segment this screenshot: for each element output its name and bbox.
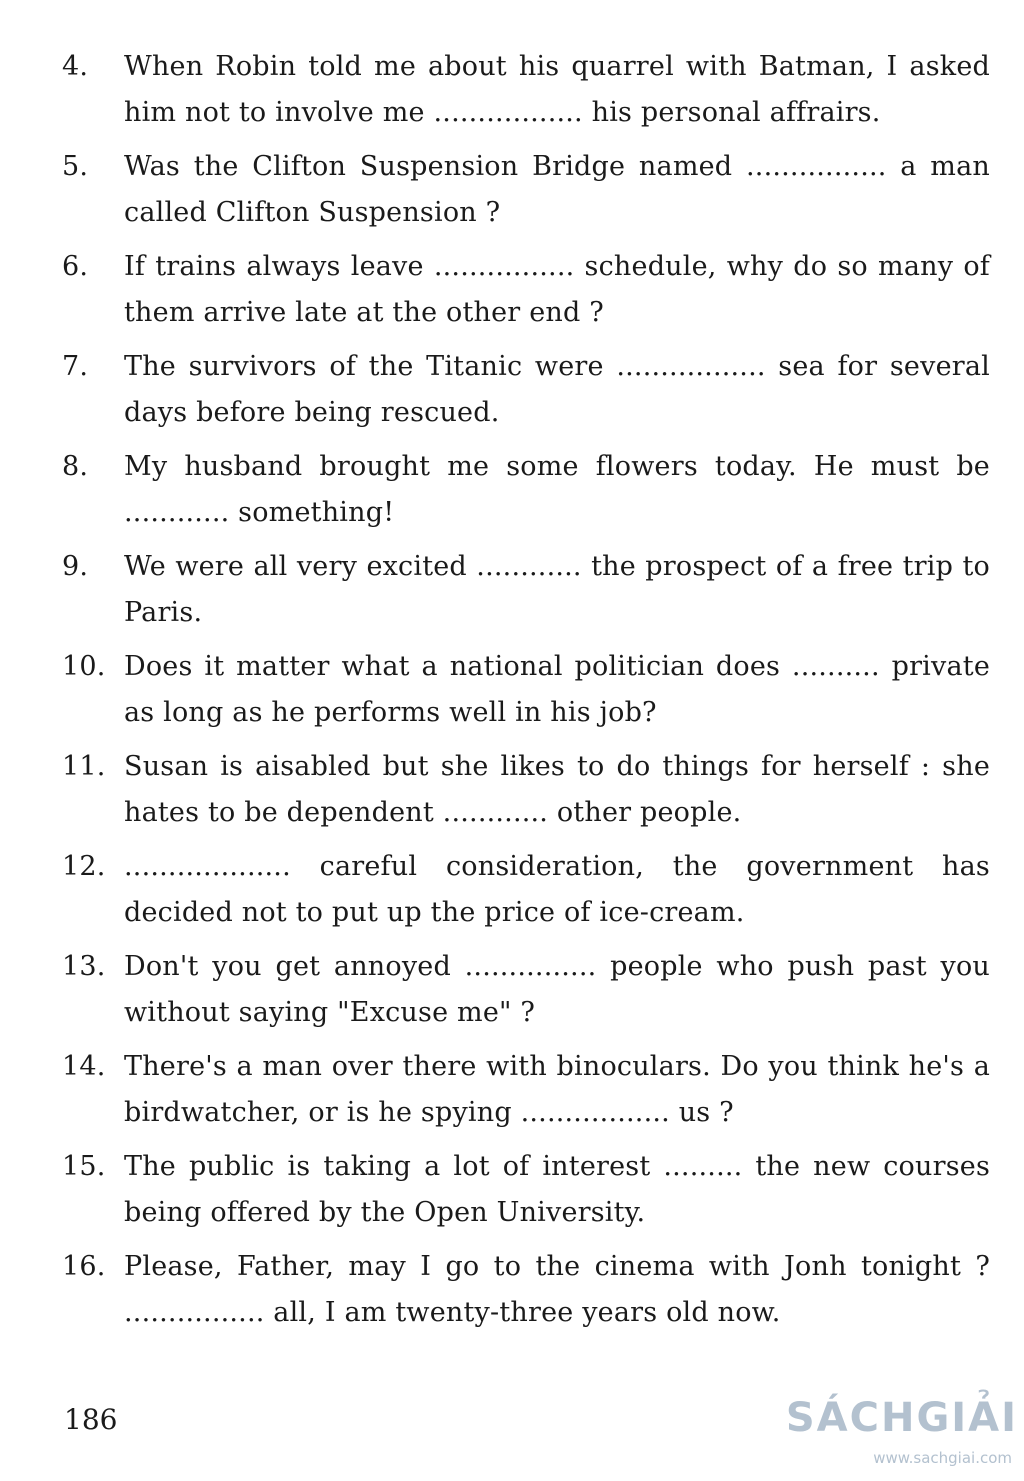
watermark [785,1395,1018,1475]
exercise-text: When Robin told me about his quarrel with Batman, I asked him not to involve me ................. his personal affrairs. [124,51,990,128]
exercise-number: 11. [62,751,106,782]
exercise-text: If trains always leave ................ schedule, why do so many of them arrive late at the other end ? [124,251,990,328]
exercise-text: Please, Father, may I go to the cinema with Jonh tonight ? ................ all, I am twenty-three years old now. [124,1251,990,1328]
exercise-number: 12. [62,851,106,882]
exercise-item [62,244,990,336]
exercise-item [62,144,990,236]
exercise-text: Don't you get annoyed ............... people who push past you without saying "Excuse me" ? [124,951,990,1028]
exercise-text: We were all very excited ............ the prospect of a free trip to Paris. [124,551,990,628]
exercise-item [62,644,990,736]
exercise-number: 6. [62,251,89,282]
exercise-item [62,844,990,936]
exercise-text: The survivors of the Titanic were ................. sea for several days before being rescued. [124,351,990,428]
exercise-text: Was the Clifton Suspension Bridge named ................ a man called Clifton Suspension ? [124,151,990,228]
exercise-number: 8. [62,451,89,482]
exercise-text: There's a man over there with binoculars. Do you think he's a birdwatcher, or is he spying ................. us ? [124,1051,990,1128]
exercise-text: My husband brought me some flowers today. He must be ............ something! [124,451,990,528]
exercise-number: 15. [62,1151,106,1182]
exercise-item [62,1044,990,1136]
exercise-item [62,744,990,836]
exercise-number: 14. [62,1051,106,1082]
exercise-item [62,444,990,536]
exercise-item [62,944,990,1036]
exercise-item [62,1144,990,1236]
exercise-number: 10. [62,651,106,682]
exercise-number: 7. [62,351,89,382]
exercise-number: 13. [62,951,106,982]
page-number: 186 [64,1403,118,1436]
exercise-text: The public is taking a lot of interest ......... the new courses being offered by the Open University. [124,1151,990,1228]
exercise-number: 5. [62,151,89,182]
exercise-item [62,1244,990,1336]
watermark-logo: SÁCHGIẢI [785,1395,1018,1441]
exercise-text: Susan is aisabled but she likes to do things for herself : she hates to be dependent ............ other people. [124,751,990,828]
exercise-item [62,344,990,436]
exercise-number: 16. [62,1251,106,1282]
exercise-number: 9. [62,551,89,582]
exercise-number: 4. [62,51,89,82]
exercise-item [62,544,990,636]
exercise-item [62,44,990,136]
exercise-text: ................... careful consideration, the government has decided not to put up the price of ice-cream. [124,851,990,928]
watermark-url: www.sachgiai.com [873,1449,1012,1467]
exercise-list [62,44,990,1344]
exercise-text: Does it matter what a national politician does .......... private as long as he performs well in his job? [124,651,990,728]
